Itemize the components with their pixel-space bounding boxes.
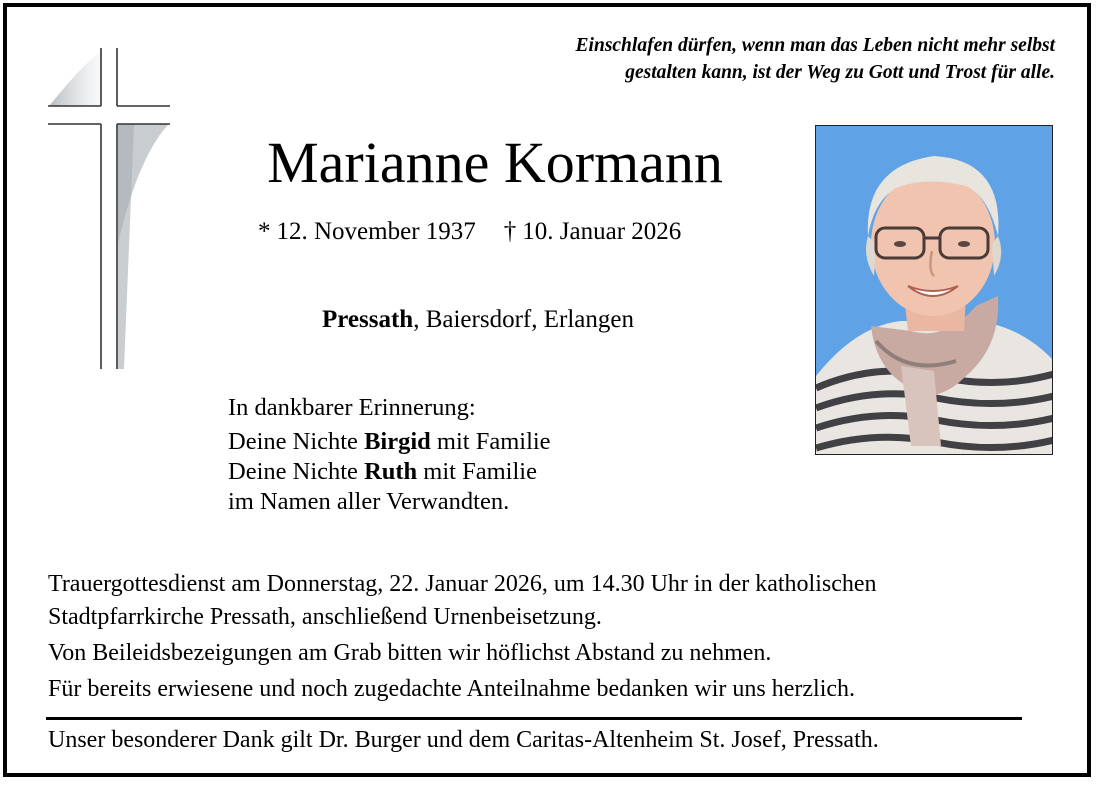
closing-thanks: Unser besonderer Dank gilt Dr. Burger und dem Caritas-Altenheim St. Josef, Pressath. — [48, 727, 879, 753]
motto-line-1: Einschlafen dürfen, wenn man das Leben nicht mehr selbst — [575, 35, 1055, 56]
deceased-name: Marianne Kormann — [267, 130, 723, 195]
mourner-2-prefix: Deine Nichte — [228, 458, 365, 485]
funeral-service-line-1: Trauergottesdienst am Donnerstag, 22. Januar 2026, um 14.30 Uhr in der katholischen — [48, 571, 877, 597]
death-date: 10. Januar 2026 — [522, 218, 682, 245]
life-dates — [258, 212, 681, 252]
condolences-text: Von Beileidsbezeigungen am Grab bitten wir höflichst Abstand zu nehmen. — [48, 640, 772, 666]
mourner-line-2 — [228, 457, 551, 487]
mourner-line-3: im Namen aller Verwandten. — [228, 488, 510, 515]
notices-block — [48, 568, 1038, 706]
portrait-photo — [815, 125, 1053, 455]
mourner-1-name: Birgid — [364, 428, 431, 455]
birth-date: 12. November 1937 — [276, 218, 476, 245]
motto-line-2: gestalten kann, ist der Weg zu Gott und Trost für alle. — [625, 62, 1055, 83]
mourners-block — [228, 393, 551, 517]
portrait-illustration — [816, 126, 1053, 455]
mourner-1-prefix: Deine Nichte — [228, 428, 365, 455]
mourner-line-1 — [228, 427, 551, 457]
mourner-1-suffix: mit Familie — [430, 428, 551, 455]
funeral-service-text — [48, 568, 1038, 634]
cross-icon — [44, 44, 174, 374]
places-line — [322, 302, 634, 338]
death-symbol: † — [503, 218, 517, 245]
place-primary: Pressath — [322, 306, 414, 333]
funeral-service-line-2: Stadtpfarrkirche Pressath, anschließend Urnenbeisetzung. — [48, 604, 602, 630]
gratitude-text: Für bereits erwiesene und noch zugedachte Anteilnahme bedanken wir uns herzlich. — [48, 676, 856, 702]
mourners-intro: In dankbarer Erinnerung: — [228, 394, 476, 421]
place-others: , Baiersdorf, Erlangen — [413, 306, 634, 333]
mourner-2-name: Ruth — [364, 458, 418, 485]
mourner-2-suffix: mit Familie — [417, 458, 537, 485]
motto-quote — [415, 32, 1055, 86]
birth-symbol: * — [258, 218, 271, 245]
divider-rule — [46, 717, 1022, 720]
